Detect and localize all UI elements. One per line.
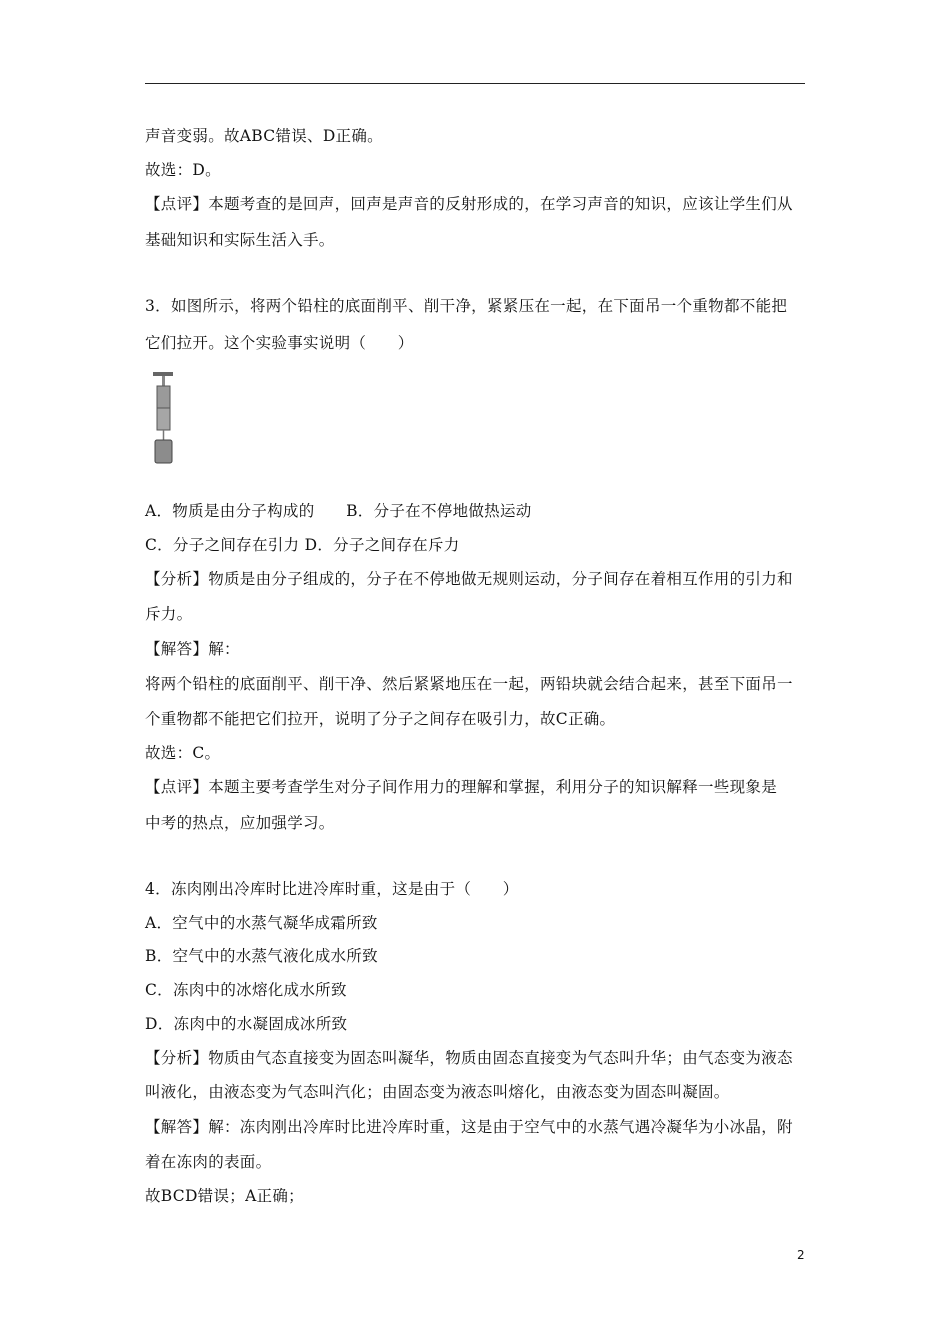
- text-line: 中考的热点，应加强学习。: [145, 814, 335, 832]
- text-line: 【分析】物质是由分子组成的，分子在不停地做无规则运动，分子间存在着相互作用的引力和: [145, 570, 793, 588]
- text-line: 叫液化，由液态变为气态叫汽化；由固态变为液态叫熔化，由液态变为固态叫凝固。: [145, 1083, 730, 1101]
- lead-cylinders-figure: [150, 370, 178, 465]
- option-line: B．空气中的水蒸气液化成水所致: [145, 947, 378, 965]
- text-line: 声音变弱。故ABC错误、D正确。: [145, 127, 383, 145]
- page-number: 2: [797, 1248, 805, 1262]
- text-line: 【点评】本题主要考查学生对分子间作用力的理解和掌握，利用分子的知识解释一些现象是: [145, 778, 778, 796]
- question-3-stem: 3．如图所示，将两个铅柱的底面削平、削干净，紧紧压在一起，在下面吊一个重物都不能把: [145, 297, 788, 315]
- option-line: A．物质是由分子构成的 B．分子在不停地做热运动: [145, 502, 532, 520]
- text-line: 基础知识和实际生活入手。: [145, 231, 335, 249]
- text-line: 故选：C。: [145, 744, 221, 762]
- option-line: C．分子之间存在引力 D．分子之间存在斥力: [145, 536, 460, 554]
- header-rule: [145, 83, 805, 84]
- text-line: 【分析】物质由气态直接变为固态叫凝华，物质由固态直接变为气态叫升华；由气态变为液态: [145, 1049, 793, 1067]
- question-4-stem: 4．冻肉刚出冷库时比进冷库时重，这是由于（ ）: [145, 880, 519, 898]
- text-line: 斥力。: [145, 605, 193, 623]
- option-line: A．空气中的水蒸气凝华成霜所致: [145, 914, 378, 932]
- text-line: 故BCD错误；A正确；: [145, 1187, 304, 1205]
- option-line: D．冻肉中的水凝固成冰所致: [145, 1015, 348, 1033]
- text-line: 着在冻肉的表面。: [145, 1153, 272, 1171]
- text-line: 它们拉开。这个实验事实说明（ ）: [145, 334, 414, 352]
- text-line: 故选：D。: [145, 161, 221, 179]
- text-line: 【点评】本题考查的是回声，回声是声音的反射形成的，在学习声音的知识，应该让学生们从: [145, 195, 793, 213]
- text-line: 【解答】解：冻肉刚出冷库时比进冷库时重，这是由于空气中的水蒸气遇冷凝华为小冰晶，附: [145, 1118, 793, 1136]
- option-line: C．冻肉中的冰熔化成水所致: [145, 981, 347, 999]
- text-line: 【解答】解：: [145, 640, 240, 658]
- text-line: 将两个铅柱的底面削平、削干净、然后紧紧地压在一起，两铅块就会结合起来，甚至下面吊一: [145, 675, 793, 693]
- text-line: 个重物都不能把它们拉开，说明了分子之间存在吸引力，故C正确。: [145, 710, 616, 728]
